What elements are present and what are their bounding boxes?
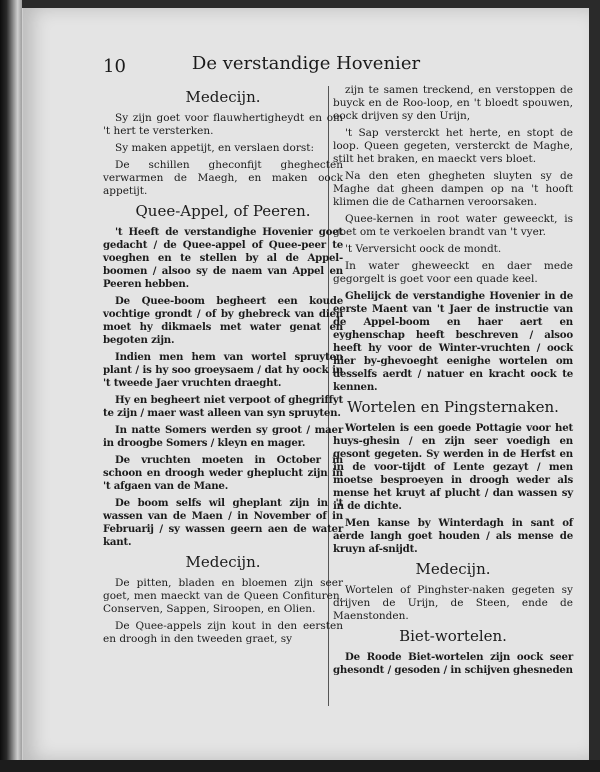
paragraph: 't Verversicht oock de mondt. bbox=[345, 243, 502, 255]
paragraph: De vruchten moeten in October in schoon en droogh weder gheplucht zijn in 't afgaen van de Mane. bbox=[103, 454, 343, 492]
paragraph: Indien men hem van wortel spruyten plant / is hy soo groeysaem / dat hy oock in 't tweede Jaer vruchten draeght. bbox=[103, 351, 343, 389]
paragraph: In natte Somers werden sy groot / maer in droogbe Somers / kleyn en mager. bbox=[103, 424, 343, 449]
paragraph: Ghelijck de verstandighe Hovenier in de eerste Maent van 't Jaer de instructie van de Appel-boom en haer aert en eyghenschap heeft beschreven / alsoo heeft hy voor de Winter-vruchten / oock hier by-ghevoeght eenighe wortelen om desselfs aerdt / natuer en kracht oock te kennen. bbox=[333, 290, 573, 393]
paragraph: Wortelen of Pinghster-naken gegeten sy drijven de Urijn, de Steen, ende de Maenstonden. bbox=[333, 584, 573, 622]
right-column bbox=[333, 84, 573, 681]
paragraph: 't Sap versterckt het herte, en stopt de loop. Queen gegeten, versterckt de Maghe, stilt het braken, en maeckt vers bloet. bbox=[333, 127, 573, 165]
section-heading: Medecijn. bbox=[185, 88, 261, 106]
paragraph: Hy en begheert niet verpoot of ghegriffyt te zijn / maer wast alleen van syn spruyten. bbox=[103, 394, 343, 419]
left-column bbox=[103, 84, 343, 650]
paragraph: Na den eten ghegheten sluyten sy de Maghe dat gheen dampen op na 't hooft klimen die de Catharnen veroorsaken. bbox=[333, 170, 573, 208]
paragraph: Sy zijn goet voor flauwhertigheydt en om 't hert te versterken. bbox=[103, 112, 343, 137]
paragraph: 't Heeft de verstandighe Hovenier goet gedacht / de Quee-appel of Quee-peer te voeghen en te stellen by al de Appel-boomen / alsoo sy de naem van Appel en Peeren hebben. bbox=[103, 226, 343, 290]
book-page bbox=[22, 8, 589, 760]
paragraph: In water gheweeckt en daer mede gegorgelt is goet voor een quade keel. bbox=[333, 260, 573, 285]
running-title: De verstandige Hovenier bbox=[191, 53, 421, 74]
background-strip bbox=[0, 760, 600, 772]
paragraph: Wortelen is een goede Pottagie voor het huys-ghesin / en zijn seer voedigh en gesont gegeten. Sy werden in de Herfst en in de voor-tijdt of Lente gezayt / men moetse besproeyen in droogh weder als mense het kruyt af plucht / dan wassen sy in de dichte. bbox=[333, 422, 573, 512]
paragraph: zijn te samen treckend, en verstoppen de buyck en de Roo-loop, en 't bloedt spouwen, oock drijven sy den Urijn, bbox=[333, 84, 573, 122]
paragraph: Quee-kernen in root water geweeckt, is goet om te verkoelen brandt van 't vyer. bbox=[333, 213, 573, 238]
section-heading: Wortelen en Pingsternaken. bbox=[347, 398, 559, 416]
paragraph: De Quee-boom begheert een koude vochtige grondt / of by ghebreck van dien moet hy dikmaels met water genat en begoten zijn. bbox=[103, 295, 343, 346]
section-heading: Medecijn. bbox=[185, 553, 261, 571]
paragraph: Men kanse by Winterdagh in sant of aerde langh goet houden / als mense de kruyn af-snijdt. bbox=[333, 517, 573, 555]
paragraph: De Quee-appels zijn kout in den eersten en droogh in den tweeden graet, sy bbox=[103, 620, 343, 645]
section-heading: Quee-Appel, of Peeren. bbox=[135, 202, 311, 220]
paragraph: Sy maken appetijt, en verslaen dorst: bbox=[115, 142, 315, 154]
book-binding-shadow bbox=[0, 0, 22, 772]
paragraph: De Roode Biet-wortelen zijn oock seer ghesondt / gesoden / in schijven ghesneden bbox=[333, 651, 573, 676]
paragraph: De boom selfs wil gheplant zijn in 't wassen van de Maen / in November of in Februarij / sy wassen geern aen de water kant. bbox=[103, 497, 343, 548]
section-heading: Biet-wortelen. bbox=[399, 627, 507, 645]
page-number: 10 bbox=[103, 56, 126, 77]
section-heading: Medecijn. bbox=[415, 560, 491, 578]
paragraph: De schillen gheconfijt gheghecten verwarmen de Maegh, en maken oock appetijt. bbox=[103, 159, 343, 197]
paragraph: De pitten, bladen en bloemen zijn seer goet, men maeckt van de Queen Confituren, Conserven, Sappen, Siroopen, en Olien. bbox=[103, 577, 343, 615]
